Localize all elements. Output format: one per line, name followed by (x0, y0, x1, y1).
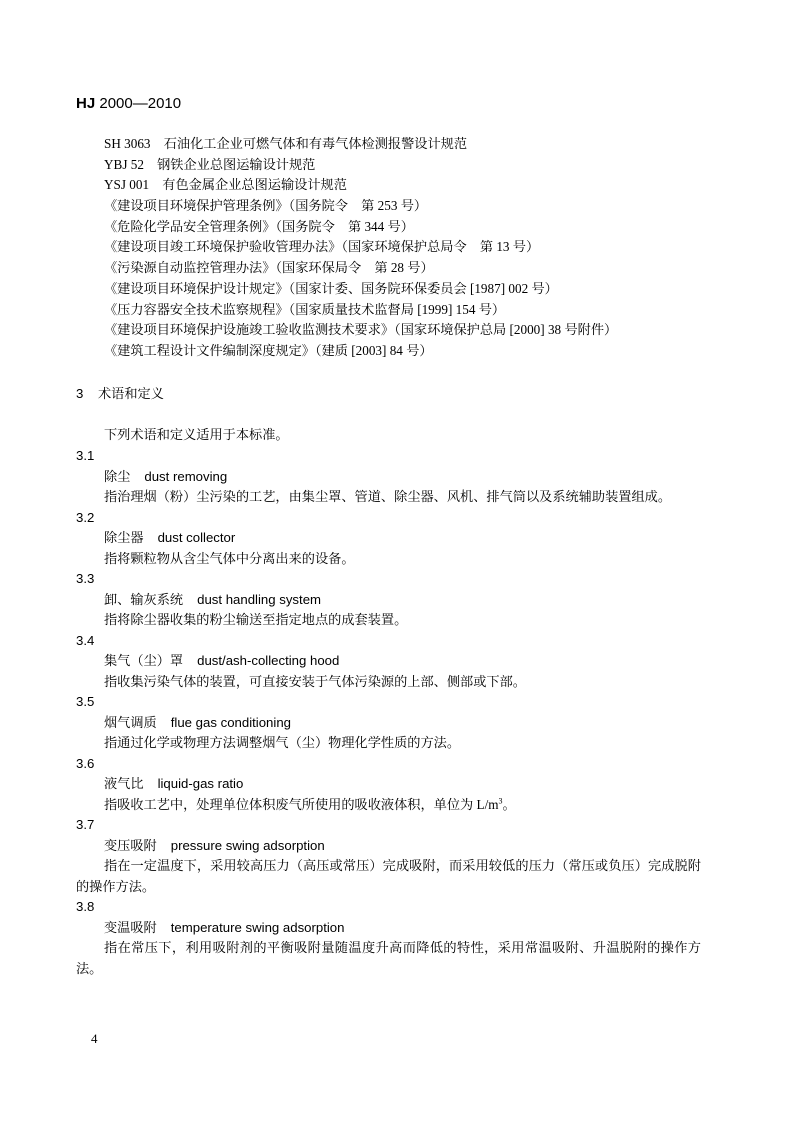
term-name (76, 528, 701, 549)
reference-item: 《建设项目竣工环境保护验收管理办法》（国家环境保护总局令 第 13 号） (104, 239, 540, 255)
section-heading (76, 383, 164, 402)
term-name (76, 918, 701, 939)
standard-code: HJ (76, 95, 96, 112)
term-number: 3.4 (76, 632, 95, 648)
term-en: flue gas conditioning (170, 714, 291, 730)
term-number: 3.2 (76, 509, 95, 525)
term-zh: 集气（尘）罩 (104, 653, 184, 668)
term-definition (76, 795, 701, 816)
term-entry (76, 897, 701, 979)
term-definition: 指在常压下，利用吸附剂的平衡吸附量随温度升高而降低的特性，采用常温吸附、升温脱附的操作方法。 (76, 940, 701, 976)
term-entry (76, 508, 701, 570)
term-entry (76, 631, 701, 693)
term-definition: 指将除尘器收集的粉尘输送至指定地点的成套装置。 (104, 612, 408, 627)
reference-item: 《压力容器安全技术监察规程》（国家质量技术监督局 [1999] 154 号） (104, 301, 506, 317)
reference-item: YBJ 52 钢铁企业总图运输设计规范 (104, 156, 316, 172)
term-name (76, 836, 701, 857)
term-entry (76, 569, 701, 631)
term-definition: 指在一定温度下，采用较高压力（高压或常压）完成吸附，而采用较低的压力（常压或负压）完成脱附的操作方法。 (76, 858, 701, 894)
term-number: 3.7 (76, 817, 95, 832)
unit-superscript: 3 (498, 796, 503, 806)
section-number: 3 (76, 386, 84, 401)
term-zh: 液气比 (104, 776, 144, 791)
term-zh: 变压吸附 (104, 837, 157, 853)
term-name (76, 590, 701, 611)
reference-item: SH 3063 石油化工企业可燃气体和有毒气体检测报警设计规范 (104, 136, 468, 151)
term-zh: 烟气调质 (104, 714, 157, 730)
reference-item: 《建设项目环境保护设施竣工验收监测技术要求》（国家环境保护总局 [2000] 38 号附件） (104, 322, 618, 338)
term-definition: 指收集污染气体的装置，可直接安装于气体污染源的上部、侧部或下部。 (104, 673, 526, 689)
term-en: dust/ash-collecting hood (197, 653, 340, 668)
reference-item: 《污染源自动监控管理办法》（国家环保局令 第 28 号） (104, 260, 434, 276)
term-number: 3.1 (76, 448, 95, 463)
term-number: 3.3 (76, 571, 95, 586)
page-header (76, 95, 181, 112)
term-en: temperature swing adsorption (170, 919, 345, 935)
reference-list (104, 134, 617, 362)
term-en: liquid-gas ratio (157, 776, 244, 791)
term-definition: 指将颗粒物从含尘气体中分离出来的设备。 (104, 550, 355, 566)
term-number: 3.5 (76, 694, 95, 709)
reference-item: 《建设项目环境保护设计规定》（国家计委、国务院环保委员会 [1987] 002 号） (104, 280, 558, 296)
term-name (76, 651, 701, 672)
section-intro: 下列术语和定义适用于本标准。 (104, 427, 289, 442)
term-list (76, 446, 701, 979)
term-entry (76, 692, 701, 754)
term-name (76, 467, 701, 488)
term-name (76, 774, 701, 795)
term-number: 3.6 (76, 755, 95, 771)
term-en: dust removing (144, 468, 228, 484)
term-zh: 除尘器 (104, 530, 144, 545)
term-en: dust handling system (197, 591, 322, 607)
term-zh: 变温吸附 (104, 919, 157, 935)
reference-item: 《建设项目环境保护管理条例》（国务院令 第 253 号） (104, 198, 428, 214)
page-number: 4 (91, 1031, 98, 1046)
term-en: dust collector (157, 530, 236, 545)
term-definition: 指通过化学或物理方法调整烟气（尘）物理化学性质的方法。 (104, 735, 461, 750)
definition-suffix: 。 (502, 796, 516, 812)
term-zh: 卸、输灰系统 (104, 591, 184, 607)
reference-item: 《建筑工程设计文件编制深度规定》（建质 [2003] 84 号） (104, 342, 433, 358)
standard-number: 2000—2010 (99, 95, 182, 112)
term-definition: 指治理烟（粉）尘污染的工艺，由集尘罩、管道、除尘器、风机、排气筒以及系统辅助装置组成。 (104, 489, 672, 504)
term-number: 3.8 (76, 899, 95, 914)
term-entry (76, 446, 701, 508)
term-entry (76, 815, 701, 897)
term-zh: 除尘 (104, 468, 131, 484)
term-entry (76, 754, 701, 816)
section-title: 术语和定义 (98, 386, 164, 401)
reference-item: YSJ 001 有色金属企业总图运输设计规范 (104, 177, 347, 193)
definition-text: 指吸收工艺中，处理单位体积废气所使用的吸收液体积，单位为 L/m (104, 796, 499, 812)
term-name (76, 713, 701, 734)
reference-item: 《危险化学品安全管理条例》（国务院令 第 344 号） (104, 218, 414, 234)
term-en: pressure swing adsorption (170, 837, 325, 853)
